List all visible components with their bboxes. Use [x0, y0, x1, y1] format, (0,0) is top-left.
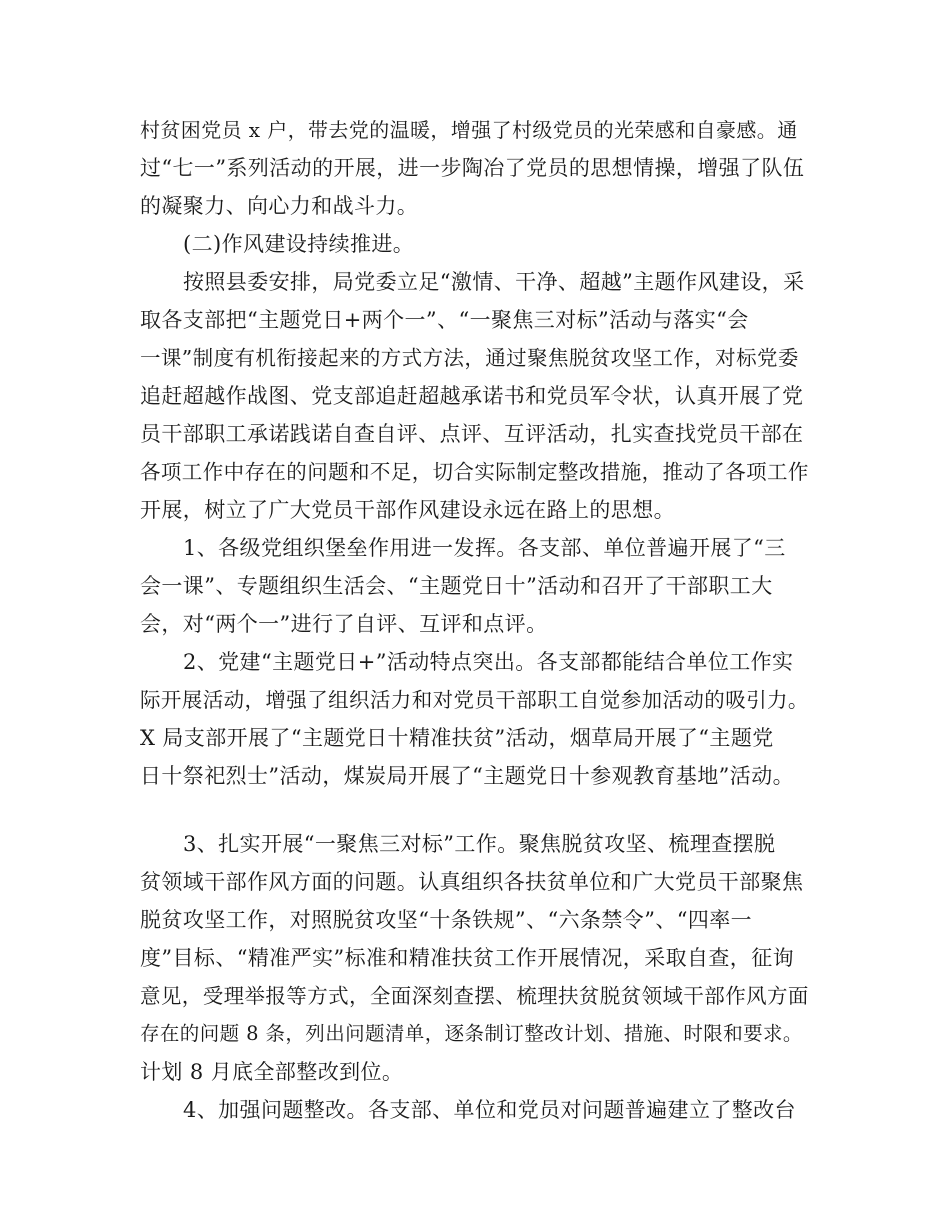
- text-line: 意见，受理举报等方式，全面深刻查摆、梳理扶贫脱贫领域干部作风方面: [140, 984, 809, 1008]
- text-line: 3、扎实开展“一聚焦三对标”工作。聚焦脱贫攻坚、梳理查摆脱: [183, 832, 776, 856]
- text-line: 日十祭祀烈士”活动，煤炭局开展了“主题党日十参观教育基地”活动。: [140, 764, 795, 788]
- text-line: 按照县委安排，局党委立足“激情、干净、超越”主题作风建设，采: [183, 270, 805, 294]
- text-line: 员干部职工承诺践诺自查自评、点评、互评活动，扎实查找党员干部在: [140, 422, 804, 446]
- text-line: 际开展活动，增强了组织活力和对党员干部职工自觉参加活动的吸引力。: [140, 688, 809, 712]
- text-line: 4、加强问题整改。各支部、单位和党员对问题普遍建立了整改台: [183, 1098, 796, 1122]
- text-line: 村贫困党员 x 户，带去党的温暖，增强了村级党员的光荣感和自豪感。通: [140, 118, 798, 142]
- text-line: 取各支部把“主题党日+两个一”、“一聚焦三对标”活动与落实“会: [140, 308, 749, 332]
- text-line: X 局支部开展了“主题党日十精准扶贫”活动，烟草局开展了“主题党: [140, 726, 774, 750]
- text-line: 贫领域干部作风方面的问题。认真组织各扶贫单位和广大党员干部聚焦: [140, 870, 804, 894]
- text-line: 各项工作中存在的问题和不足，切合实际制定整改措施，推动了各项工作: [140, 460, 809, 484]
- text-line: 度”目标、“精准严实”标准和精准扶贫工作开展情况，采取自查，征询: [140, 946, 795, 970]
- text-line: 1、各级党组织堡垒作用进一发挥。各支部、单位普遍开展了“三: [183, 536, 786, 560]
- text-line: 的凝聚力、向心力和战斗力。: [140, 194, 419, 218]
- text-line: 2、党建“主题党日+”活动特点突出。各支部都能结合单位工作实: [183, 650, 794, 674]
- text-line: 会一课”、专题组织生活会、“主题党日十”活动和召开了干部职工大: [140, 574, 773, 598]
- text-line: 一课”制度有机衔接起来的方式方法，通过聚焦脱贫攻坚工作，对标党委: [140, 346, 799, 370]
- text-line: 脱贫攻坚工作，对照脱贫攻坚“十条铁规”、“六条禁令”、“四率一: [140, 908, 753, 932]
- text-line: 追赶超越作战图、党支部追赶超越承诺书和党员军令状，认真开展了党: [140, 384, 804, 408]
- text-line: 存在的问题 8 条，列出问题清单，逐条制订整改计划、措施、时限和要求。: [140, 1022, 803, 1045]
- text-line: 过“七一”系列活动的开展，进一步陶冶了党员的思想情操，增强了队伍: [140, 156, 805, 180]
- text-line: 计划 8 月底全部整改到位。: [140, 1060, 404, 1084]
- text-line: 会，对“两个一”进行了自评、互评和点评。: [140, 612, 548, 636]
- section-heading: (二)作风建设持续推进。: [183, 232, 415, 256]
- text-line: 开展，树立了广大党员干部作风建设永远在路上的思想。: [140, 498, 675, 522]
